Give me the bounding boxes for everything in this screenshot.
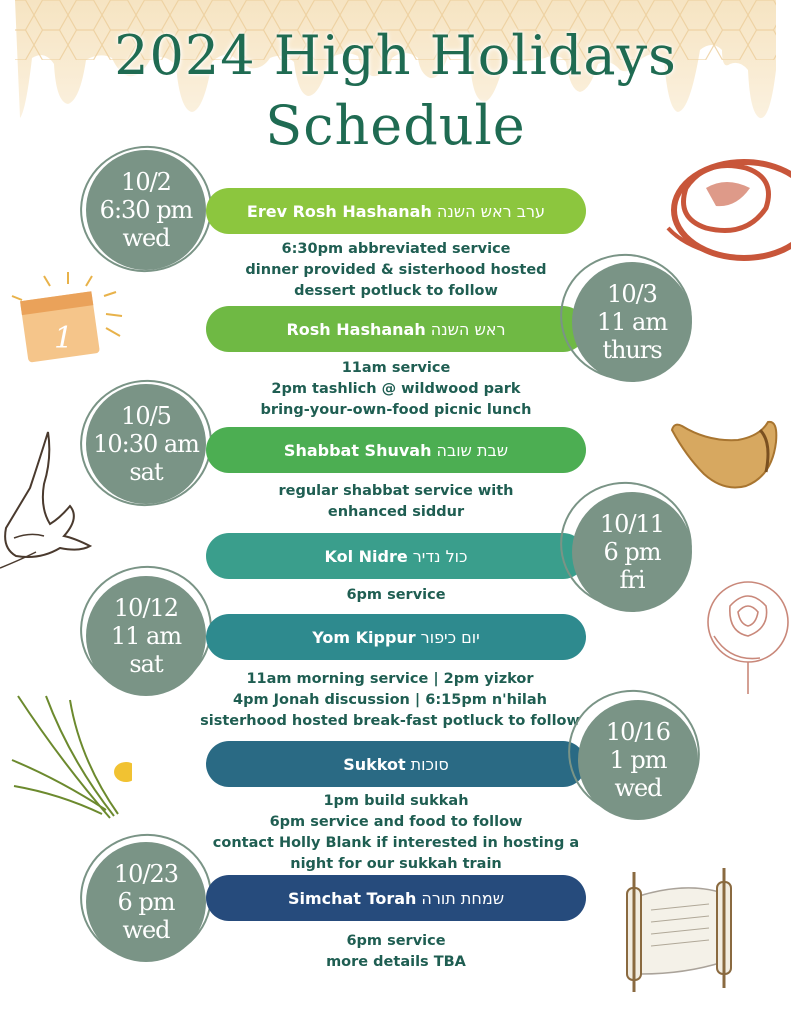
date-circle [86, 842, 206, 962]
event-hebrew: ראש השנה [430, 319, 506, 339]
event-date: 10/2 [121, 168, 171, 196]
date-circle [86, 150, 206, 270]
page-subtitle: Schedule [265, 94, 526, 157]
event-date: 10/11 [599, 510, 665, 538]
event-day: wed [122, 916, 170, 944]
event-date: 10/5 [121, 402, 171, 430]
event-name: Shabbat Shuvah [283, 440, 432, 460]
event-banner [206, 188, 586, 234]
event-hebrew: סוכות [410, 754, 449, 774]
event-details [196, 791, 596, 875]
calendar-icon [4, 266, 136, 366]
detail-line: night for our sukkah train [290, 856, 502, 872]
event-time: 6:30 pm [99, 196, 193, 224]
event-hebrew: שבת שובה [436, 440, 509, 460]
detail-line: 6pm service and food to follow [269, 814, 523, 830]
event-hebrew: ערב ראש השנה [436, 201, 546, 221]
detail-line: more details TBA [326, 954, 466, 970]
date-circle [578, 700, 698, 820]
event-day: sat [129, 458, 163, 486]
detail-line: bring-your-own-food picnic lunch [260, 402, 532, 418]
date-circle [86, 384, 206, 504]
event-date: 10/12 [113, 594, 179, 622]
detail-line: dessert potluck to follow [294, 283, 498, 299]
event-hebrew: יום כיפור [420, 627, 480, 647]
lulav-etrog-icon [10, 690, 132, 825]
event-details [196, 481, 596, 523]
event-banner [206, 741, 586, 787]
event-time: 11 am [596, 308, 668, 336]
event-day: fri [619, 566, 645, 594]
event-day: thurs [602, 336, 662, 364]
detail-line: regular shabbat service with [278, 483, 514, 499]
event-banner [206, 533, 586, 579]
event-banner [206, 614, 586, 660]
detail-line: contact Holly Blank if interested in hosting a [212, 835, 580, 851]
rose-icon [700, 566, 791, 696]
detail-line: 6pm service [346, 587, 446, 603]
detail-line: 6:30pm abbreviated service [281, 241, 511, 257]
event-details [196, 585, 596, 606]
detail-line: 1pm build sukkah [323, 793, 469, 809]
event-name: Yom Kippur [312, 627, 416, 647]
shofar-icon [668, 412, 780, 492]
detail-line: 11am morning service | 2pm yizkor [246, 671, 534, 687]
event-name: Sukkot [343, 754, 406, 774]
event-banner [206, 427, 586, 473]
page-title: 2024 High Holidays [114, 24, 677, 87]
event-time: 6 pm [603, 538, 661, 566]
detail-line: dinner provided & sisterhood hosted [245, 262, 547, 278]
event-banner [206, 306, 586, 352]
detail-line: 2pm tashlich @ wildwood park [271, 381, 521, 397]
event-time: 10:30 am [93, 430, 199, 458]
event-banner [206, 875, 586, 921]
event-name: Simchat Torah [287, 888, 417, 908]
event-details [196, 239, 596, 302]
event-name: Erev Rosh Hashanah [246, 201, 432, 221]
event-details [186, 669, 594, 732]
event-day: wed [614, 774, 662, 802]
event-name: Rosh Hashanah [286, 319, 426, 339]
event-time: 11 am [110, 622, 182, 650]
event-details [196, 358, 596, 421]
event-date: 10/16 [605, 718, 671, 746]
event-hebrew: שמחת תורה [421, 888, 505, 908]
event-time: 1 pm [609, 746, 667, 774]
detail-line: enhanced siddur [327, 504, 465, 520]
event-date: 10/23 [113, 860, 179, 888]
event-day: sat [129, 650, 163, 678]
event-name: Kol Nidre [324, 546, 408, 566]
detail-line: 11am service [341, 360, 451, 376]
detail-line: sisterhood hosted break-fast potluck to follow [200, 713, 580, 729]
event-date: 10/3 [607, 280, 657, 308]
apple-honey-plate-icon [666, 148, 791, 268]
event-day: wed [122, 224, 170, 252]
dove-icon [0, 428, 92, 588]
torah-scroll-icon [605, 866, 750, 998]
detail-line: 4pm Jonah discussion | 6:15pm n'hilah [232, 692, 547, 708]
event-hebrew: כול נדיר [412, 546, 468, 566]
event-time: 6 pm [117, 888, 175, 916]
event-details [196, 931, 596, 973]
detail-line: 6pm service [346, 933, 446, 949]
calendar-number: 1 [54, 321, 74, 356]
